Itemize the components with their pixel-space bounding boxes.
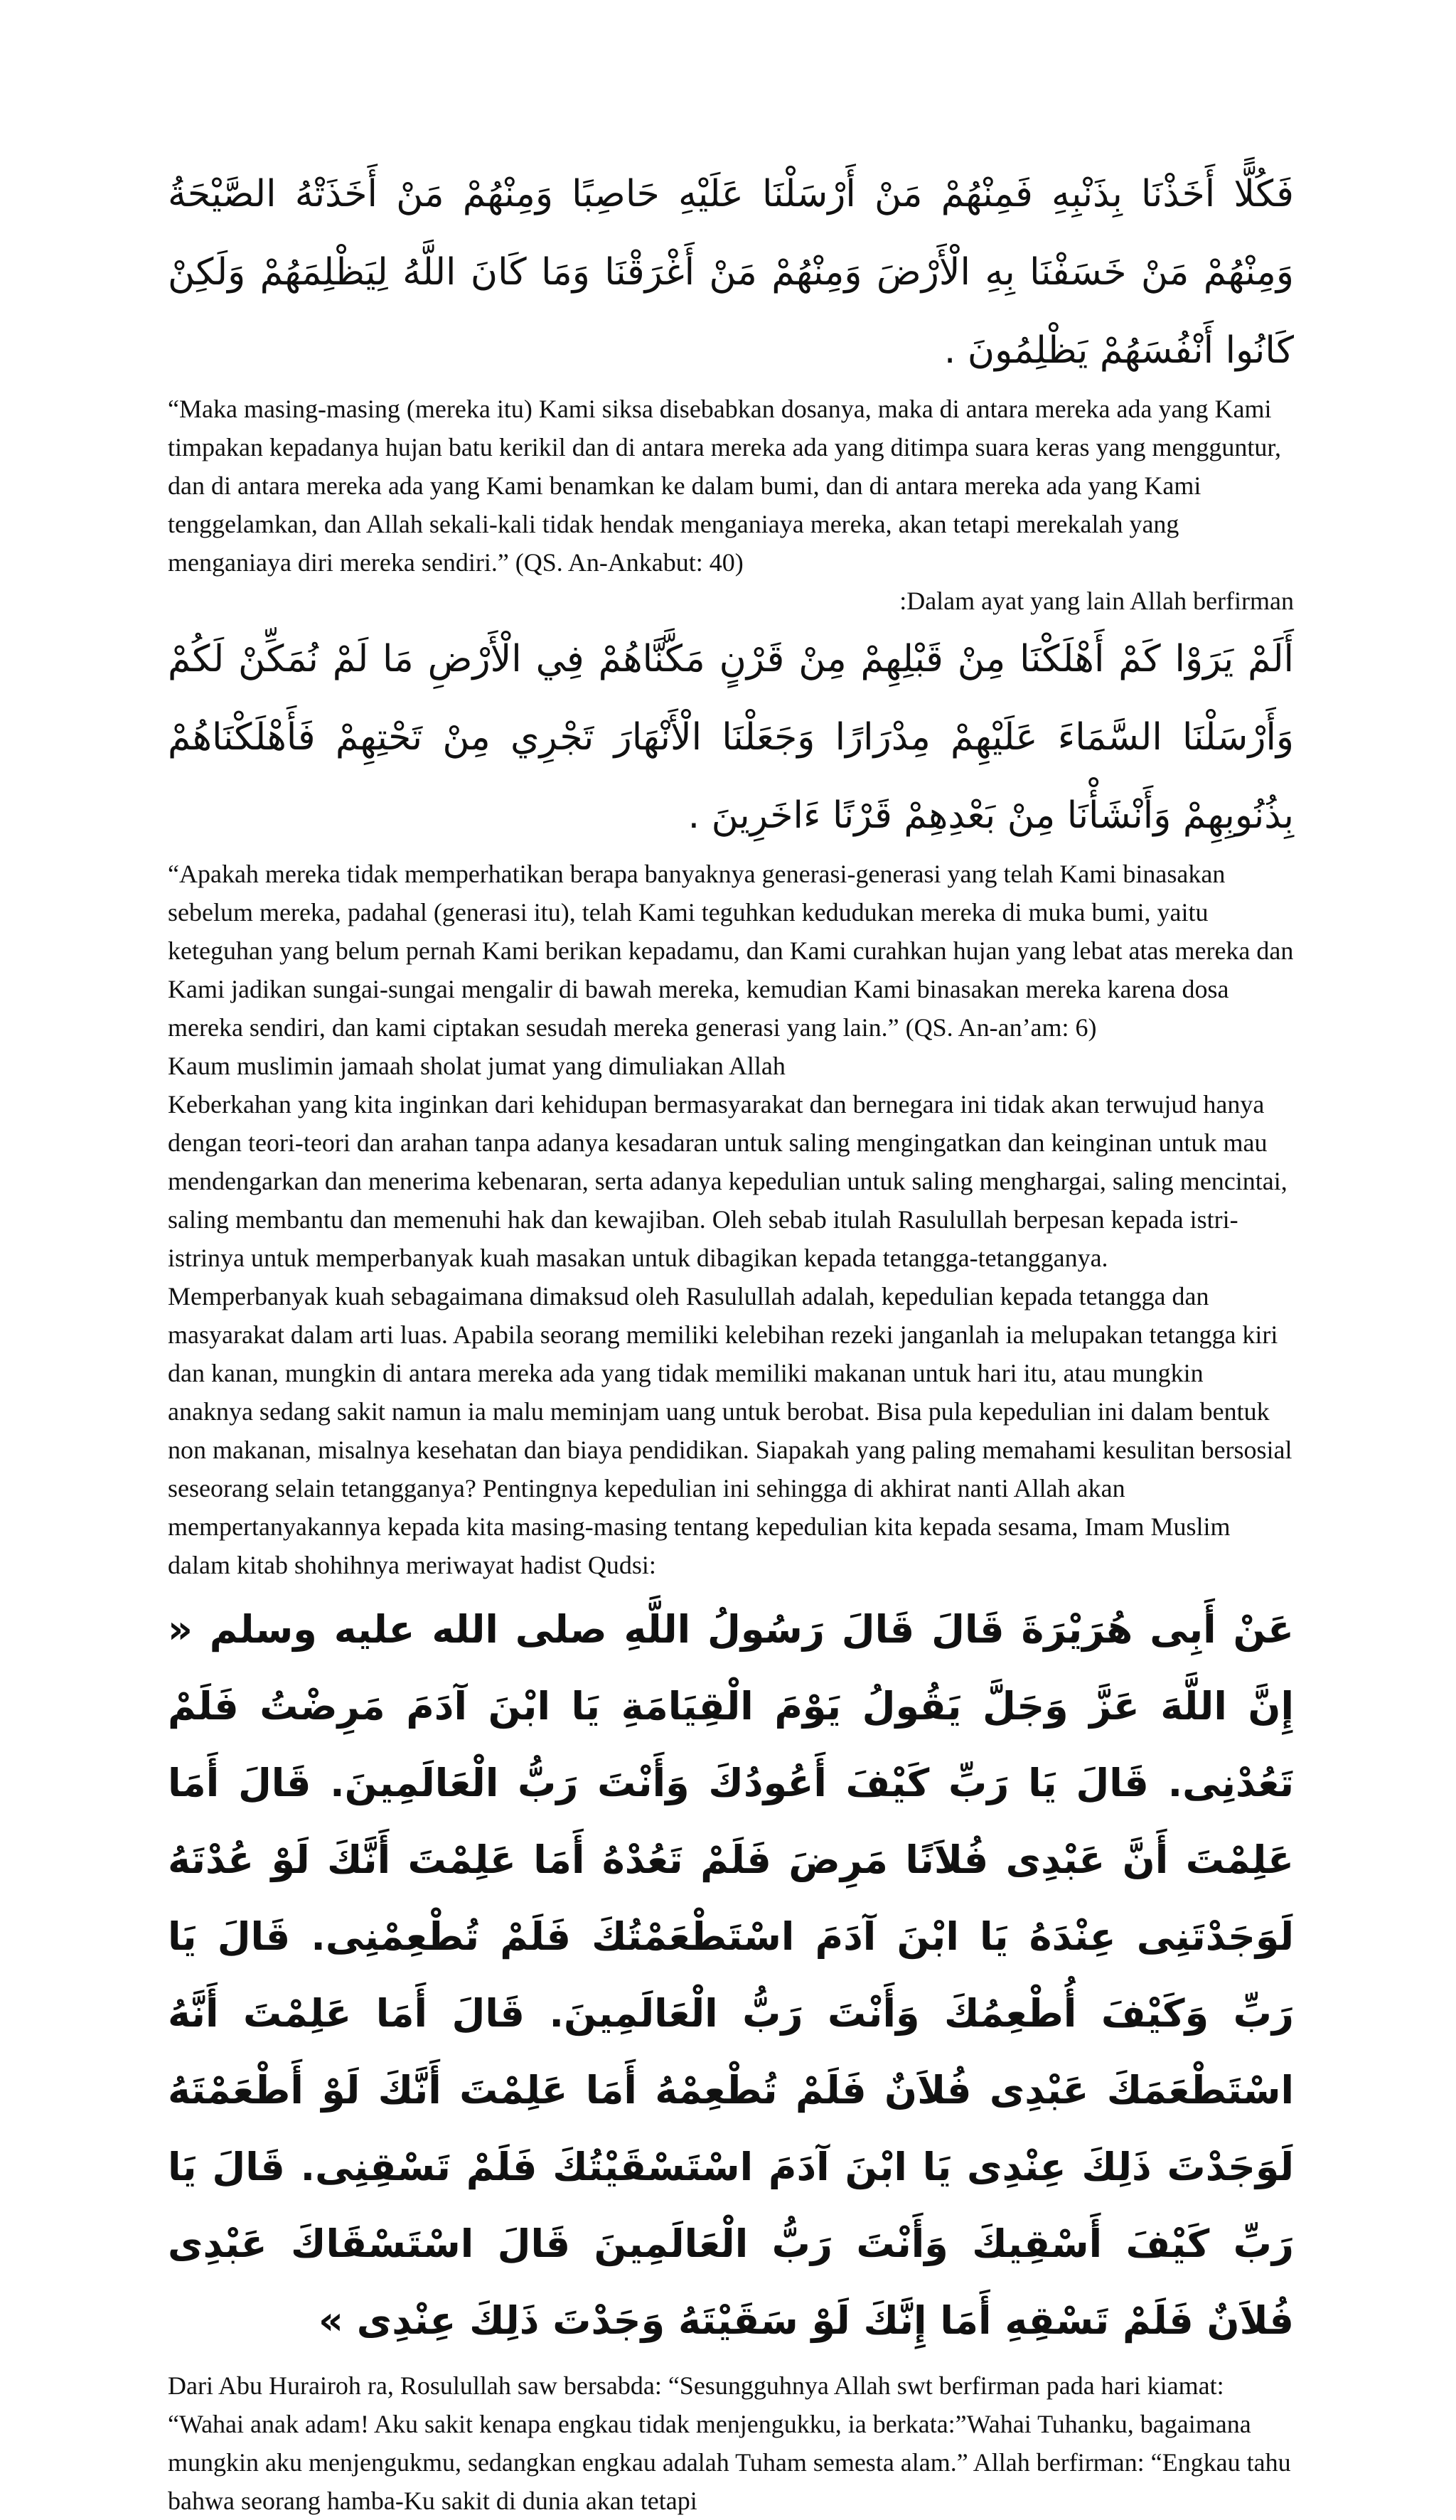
verse-2-translation: “Apakah mereka tidak memperhatikan berapa banyaknya generasi-generasi yang telah Kami binasakan sebelum mereka, padahal (generasi itu), telah Kami teguhkan kedudukan mereka di muka bumi, yaitu keteguhan yang belum pernah Kami berikan kepadamu, dan Kami curahkan hujan yang lebat atas mereka dan Kami jadikan sungai-sungai mengalir di bawah mereka, kemudian Kami binasakan mereka karena dosa mereka sendiri, dan kami ciptakan sesudah mereka generasi yang lain.” (QS. An-an’am: 6) [168,860,1294,1042]
hadith-arabic: عَنْ أَبِى هُرَيْرَةَ قَالَ قَالَ رَسُولُ اللَّهِ صلى الله عليه وسلم « إِنَّ اللَّهَ عَزَّ وَجَلَّ يَقُولُ يَوْمَ الْقِيَامَةِ يَا ابْنَ آدَمَ مَرِضْتُ فَلَمْ تَعُدْنِى. قَالَ يَا رَبِّ كَيْفَ أَعُودُكَ وَأَنْتَ رَبُّ الْعَالَمِينَ. قَالَ أَمَا عَلِمْتَ أَنَّ عَبْدِى فُلاَنًا مَرِضَ فَلَمْ تَعُدْهُ أَمَا عَلِمْتَ أَنَّكَ لَوْ عُدْتَهُ لَوَجَدْتَنِى عِنْدَهُ يَا ابْنَ آدَمَ اسْتَطْعَمْتُكَ فَلَمْ تُطْعِمْنِى. قَالَ يَا رَبِّ وَكَيْفَ أُطْعِمُكَ وَأَنْتَ رَبُّ الْعَالَمِينَ. قَالَ أَمَا عَلِمْتَ أَنَّهُ اسْتَطْعَمَكَ عَبْدِى فُلاَنٌ فَلَمْ تُطْعِمْهُ أَمَا عَلِمْتَ أَنَّكَ لَوْ أَطْعَمْتَهُ لَوَجَدْتَ ذَلِكَ عِنْدِى يَا ابْنَ آدَمَ اسْتَسْقَيْتُكَ فَلَمْ تَسْقِنِى. قَالَ يَا رَبِّ كَيْفَ أَسْقِيكَ وَأَنْتَ رَبُّ الْعَالَمِينَ قَالَ اسْتَسْقَاكَ عَبْدِى فُلاَنٌ فَلَمْ تَسْقِهِ أَمَا إِنَّكَ لَوْ سَقَيْتَهُ وَجَدْتَ ذَلِكَ عِنْدِى » [168,1607,1294,2343]
verse-1-arabic: فَكُلًّا أَخَذْنَا بِذَنْبِهِ فَمِنْهُمْ مَنْ أَرْسَلْنَا عَلَيْهِ حَاصِبًا وَمِنْهُمْ مَنْ أَخَذَتْهُ الصَّيْحَةُ وَمِنْهُمْ مَنْ خَسَفْنَا بِهِ الْأَرْضَ وَمِنْهُمْ مَنْ أَغْرَقْنَا وَمَا كَانَ اللَّهُ لِيَظْلِمَهُمْ وَلَكِنْ كَانُوا أَنْفُسَهُمْ يَظْلِمُونَ . [168,173,1294,372]
verse-1-block [168,155,1294,620]
document-page [168,0,1294,2515]
address-line: Kaum muslimin jamaah sholat jumat yang dimuliakan Allah [168,1052,786,1080]
paragraph-kepedulian-1: Keberkahan yang kita inginkan dari kehidupan bermasyarakat dan bernegara ini tidak akan terwujud hanya dengan teori-teori dan arahan tanpa adanya kesadaran untuk saling mengingatkan dan keinginan untuk mau mendengarkan dan menerima kebenaran, serta adanya kepedulian untuk saling menghargai, saling mencintai, saling membantu dan memenuhi hak dan kewajiban. Oleh sebab itulah Rasulullah berpesan kepada istri-istrinya untuk memperbanyak kuah masakan untuk dibagikan kepada tetangga-tetangganya. [168,1090,1288,1272]
verse-2-arabic: أَلَمْ يَرَوْا كَمْ أَهْلَكْنَا مِنْ قَبْلِهِمْ مِنْ قَرْنٍ مَكَّنَّاهُمْ فِي الْأَرْضِ مَا لَمْ نُمَكِّنْ لَكُمْ وَأَرْسَلْنَا السَّمَاءَ عَلَيْهِمْ مِدْرَارًا وَجَعَلْنَا الْأَنْهَارَ تَجْرِي مِنْ تَحْتِهِمْ فَأَهْلَكْنَاهُمْ بِذُنُوبِهِمْ وَأَنْشَأْنَا مِنْ بَعْدِهِمْ قَرْنًا ءَاخَرِينَ . [168,638,1294,837]
verse-2-block [168,620,1294,1584]
verse-2-intro: :Dalam ayat yang lain Allah berfirman [899,587,1294,615]
hadith-translation: Dari Abu Hurairoh ra, Rosulullah saw bersabda: “Sesungguhnya Allah swt berfirman pada hari kiamat: “Wahai anak adam! Aku sakit kenapa engkau tidak menjengukku, ia berkata:”Wahai Tuhanku, bagaimana mungkin aku menjengukmu, sedangkan engkau adalah Tuham semesta alam.” Allah berfirman: “Engkau tahu bahwa seorang hamba-Ku sakit di dunia akan tetapi [168,2371,1291,2515]
paragraph-kepedulian-2: Memperbanyak kuah sebagaimana dimaksud oleh Rasulullah adalah, kepedulian kepada tetangga dan masyarakat dalam arti luas. Apabila seorang memiliki kelebihan rezeki janganlah ia melupakan tetangga kiri dan kanan, mungkin di antara mereka ada yang tidak memiliki makanan untuk hari itu, atau mungkin anaknya sedang sakit namun ia malu meminjam uang untuk berobat. Bisa pula kepedulian ini dalam bentuk non makanan, misalnya kesehatan dan biaya pendidikan. Siapakah yang paling memahami kesulitan bersosial seseorang selain tetangganya? Pentingnya kepedulian ini sehingga di akhirat nanti Allah akan mempertanyakannya kepada kita masing-masing tentang kepedulian kita kepada sesama, Imam Muslim dalam kitab shohihnya meriwayat hadist Qudsi: [168,1282,1292,1579]
verse-1-translation: “Maka masing-masing (mereka itu) Kami siksa disebabkan dosanya, maka di antara mereka ada yang Kami timpakan kepadanya hujan batu kerikil dan di antara mereka ada yang ditimpa suara keras yang mengguntur, dan di antara mereka ada yang Kami benamkan ke dalam bumi, dan di antara mereka ada yang Kami tenggelamkan, dan Allah sekali-kali tidak hendak menganiaya mereka, akan tetapi merekalah yang menganiaya diri mereka sendiri.” (QS. An-Ankabut: 40) [168,395,1281,577]
hadith-block [168,1591,1294,2520]
